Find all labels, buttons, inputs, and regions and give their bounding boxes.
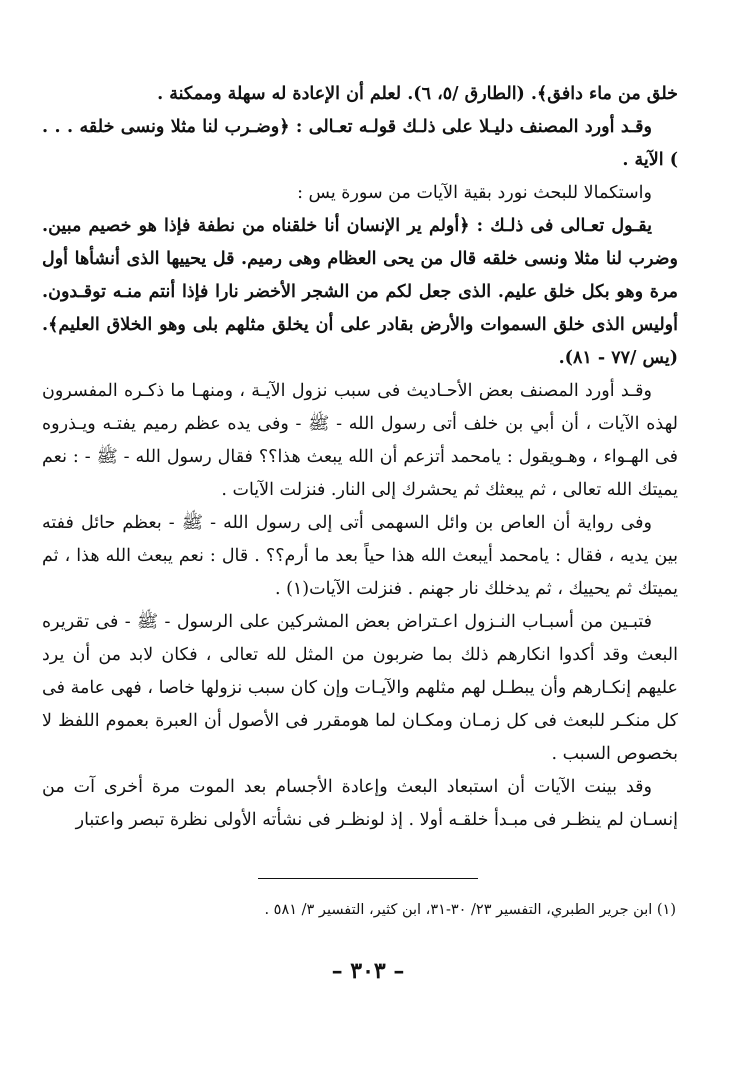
footnote-divider: [258, 878, 478, 879]
body-text: [42, 78, 678, 837]
paragraph-6: وفى رواية أن العاص بن وائل السهمى أتى إلى رسول الله - ﷺ - بعظم حائل ففته بين يديه ، فقال : يامحمد أيبعث الله هذا حياً بعد ما أرم؟؟ . قال : نعم يبعث الله هذا ، ثم يميتك ثم يحييك ، ثم يدخلك نار جهنم . فنزلت الآيات(١) .: [42, 513, 678, 599]
paragraph-7: فتبـين من أسبـاب النـزول اعـتراض بعض المشركين على الرسول - ﷺ - فى تقريره البعث وقد أكدوا انكارهم ذلك بما ضربون من المثل لله تعالى ، فكان لابد من أن يرد عليهم إنكـارهم وأن يبطـل لهم مثلهم والآيـات وإن كان سبب نزولها خاصا ، فهى عامة فى كل منكـر للبعث فى كل زمـان ومكـان لما هومقرر فى الأصول أن العبرة بعموم اللفظ لا بخصوص السبب .: [42, 612, 678, 764]
footnote: (١) ابن جرير الطبري، التفسير ٢٣/ ٣٠-٣١، ابن كثير، التفسير ٣/ ٥٨١ .: [264, 902, 676, 918]
paragraph-4-quran-quote: يقـول تعـالى فى ذلـك : ﴿أولم ير الإنسان أنا خلقناه من نطفة فإذا هو خصيم مبين. وضرب لنا مثلا ونسى خلقه قال من يحى العظام وهى رميم. قل يحييها الذى أنشأها أول مرة وهو بكل خلق عليم. الذى جعل لكم من الشجر الأخضر نارا فإذا أنتم منـه توقـدون. أوليس الذى خلق السموات والأرض بقادر على أن يخلق مثلهم بلى وهو الخلاق العليم﴾. (يس /٧٧ - ٨١).: [42, 216, 678, 368]
page-number: – ٣٠٣ –: [331, 958, 405, 984]
paragraph-5: وقـد أورد المصنف بعض الأحـاديث فى سبب نزول الآيـة ، ومنهـا ما ذكـره المفسرون لهذه الآيات ، أن أبي بن خلف أتى رسول الله - ﷺ - وفى يده عظم رميم يفتـه ويـذروه فى الهـواء ، وهـويقول : يامحمد أتزعم أن الله يبعث هذا؟؟ فقال رسول الله - ﷺ - : نعم يميتك الله تعالى ، ثم يبعثك ثم يحشرك إلى النار. فنزلت الآيات .: [42, 381, 678, 500]
paragraph-1: خلق من ماء دافق﴾. (الطارق /٥، ٦). لعلم أن الإعادة له سهلة وممكنة .: [157, 84, 678, 104]
paragraph-2: وقـد أورد المصنف دليـلا على ذلـك قولـه تعـالى : ﴿وضـرب لنا مثلا ونسى خلقه . . . ) الآية .: [42, 117, 678, 170]
paragraph-3: واستكمالا للبحث نورد بقية الآيات من سورة يس :: [297, 183, 652, 203]
paragraph-8: وقد بينت الآيات أن استبعاد البعث وإعادة الأجسام بعد الموت مرة أخرى آت من إنسـان لم ينظـر فى مبـدأ خلقـه أولا . إذ لونظـر فى نشأته الأولى نظرة تبصر واعتبار: [42, 777, 678, 830]
